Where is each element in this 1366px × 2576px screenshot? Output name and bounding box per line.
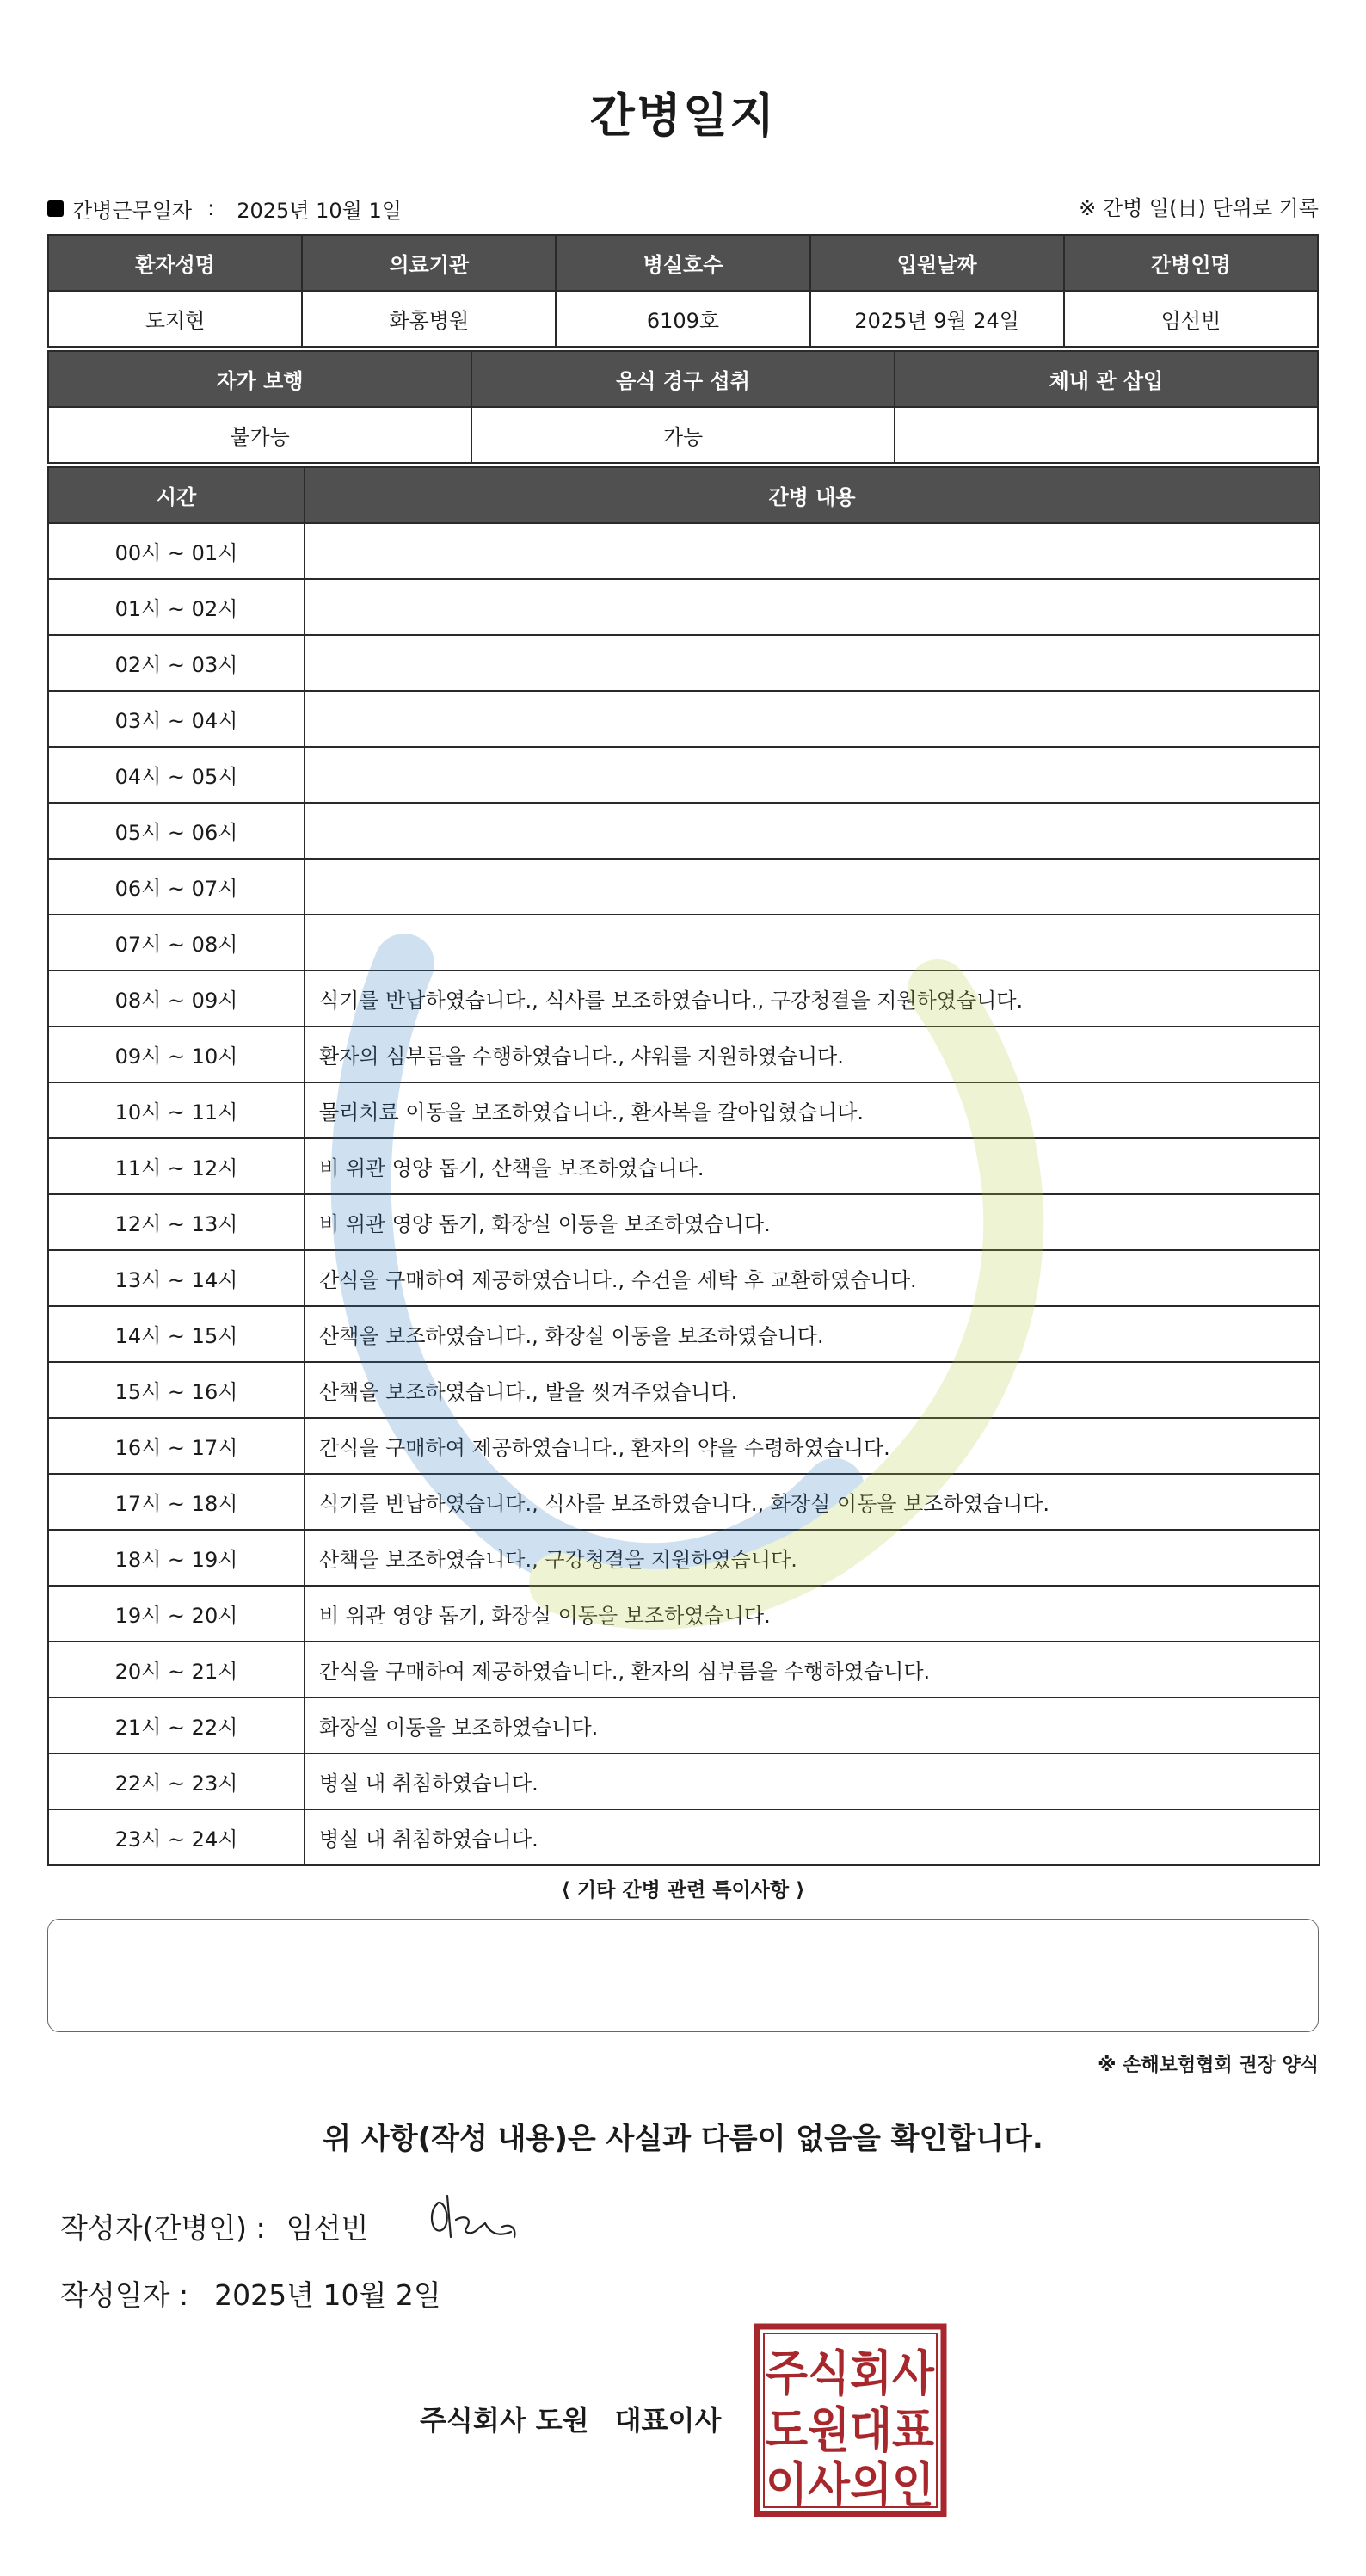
care-log-content: 산책을 보조하였습니다., 화장실 이동을 보조하였습니다. xyxy=(305,1306,1320,1362)
care-log-time: 14시 ~ 15시 xyxy=(48,1306,305,1362)
care-log-row xyxy=(48,971,1320,1026)
care-log-content: 산책을 보조하였습니다., 구강청결을 지원하였습니다. xyxy=(305,1530,1320,1586)
self-walking-header: 자가 보행 xyxy=(48,351,471,407)
work-date-separator: : xyxy=(207,196,215,220)
care-log-time: 10시 ~ 11시 xyxy=(48,1082,305,1138)
care-log-row xyxy=(48,1586,1320,1642)
care-log-time: 01시 ~ 02시 xyxy=(48,579,305,635)
patient-status-table xyxy=(47,350,1319,464)
care-log-row xyxy=(48,747,1320,803)
care-log-time: 20시 ~ 21시 xyxy=(48,1642,305,1698)
care-log-content: 간식을 구매하여 제공하였습니다., 환자의 약을 수령하였습니다. xyxy=(305,1418,1320,1474)
company-seal-stamp xyxy=(754,2323,947,2517)
self-walking-value: 불가능 xyxy=(48,407,471,463)
care-content-header: 간병 내용 xyxy=(305,467,1320,523)
care-log-time: 05시 ~ 06시 xyxy=(48,803,305,859)
care-log-time: 18시 ~ 19시 xyxy=(48,1530,305,1586)
written-date-row xyxy=(60,2271,441,2314)
care-log-content xyxy=(305,803,1320,859)
caregiver-name-value: 임선빈 xyxy=(1064,291,1318,347)
care-log-table xyxy=(47,466,1320,1866)
care-log-content xyxy=(305,579,1320,635)
care-log-row xyxy=(48,1026,1320,1082)
care-log-content: 비 위관 영양 돕기, 산책을 보조하였습니다. xyxy=(305,1138,1320,1194)
care-log-row xyxy=(48,1530,1320,1586)
care-log-row xyxy=(48,1698,1320,1753)
care-log-row xyxy=(48,1753,1320,1809)
care-log-time: 22시 ~ 23시 xyxy=(48,1753,305,1809)
work-date-label: 간병근무일자 xyxy=(72,198,193,223)
care-log-time: 00시 ~ 01시 xyxy=(48,523,305,579)
care-log-content: 화장실 이동을 보조하였습니다. xyxy=(305,1698,1320,1753)
care-log-row xyxy=(48,1362,1320,1418)
care-log-time: 07시 ~ 08시 xyxy=(48,915,305,971)
care-log-row xyxy=(48,1138,1320,1194)
tube-insertion-value xyxy=(895,407,1318,463)
care-log-time: 06시 ~ 07시 xyxy=(48,859,305,915)
square-bullet-icon xyxy=(47,200,64,217)
care-log-row xyxy=(48,859,1320,915)
written-date-value: 2025년 10월 2일 xyxy=(214,2277,441,2312)
care-log-body xyxy=(48,523,1320,1865)
patient-info-table xyxy=(47,234,1319,348)
form-source-note: ※ 손해보험협회 권장 양식 xyxy=(1098,2055,1319,2076)
care-log-content xyxy=(305,691,1320,747)
hospital-header: 의료기관 xyxy=(302,235,556,291)
written-date-label: 작성일자 : xyxy=(60,2277,189,2312)
svg-text:주식회사: 주식회사 xyxy=(766,2346,935,2402)
hospital-value: 화홍병원 xyxy=(302,291,556,347)
care-log-time: 02시 ~ 03시 xyxy=(48,635,305,691)
status-value-row xyxy=(48,407,1318,463)
care-log-content: 식기를 반납하였습니다., 식사를 보조하였습니다., 화장실 이동을 보조하였습니다. xyxy=(305,1474,1320,1530)
writer-row xyxy=(60,2204,368,2247)
work-date-row xyxy=(47,191,1319,225)
care-log-row xyxy=(48,635,1320,691)
care-log-row xyxy=(48,1250,1320,1306)
patient-name-value: 도지현 xyxy=(48,291,302,347)
care-log-content xyxy=(305,747,1320,803)
oral-intake-header: 음식 경구 섭취 xyxy=(471,351,895,407)
care-log-row xyxy=(48,1642,1320,1698)
care-log-time: 09시 ~ 10시 xyxy=(48,1026,305,1082)
care-log-time: 16시 ~ 17시 xyxy=(48,1418,305,1474)
care-log-content: 병실 내 취침하였습니다. xyxy=(305,1809,1320,1865)
care-log-content: 비 위관 영양 돕기, 화장실 이동을 보조하였습니다. xyxy=(305,1586,1320,1642)
care-log-content: 병실 내 취침하였습니다. xyxy=(305,1753,1320,1809)
work-date-group xyxy=(47,191,402,225)
care-log-row xyxy=(48,1418,1320,1474)
company-signoff xyxy=(420,2399,721,2438)
care-log-time: 19시 ~ 20시 xyxy=(48,1586,305,1642)
room-number-header: 병실호수 xyxy=(556,235,809,291)
tube-insertion-header: 체내 관 삽입 xyxy=(895,351,1318,407)
care-log-row xyxy=(48,1306,1320,1362)
patient-info-header-row xyxy=(48,235,1318,291)
care-log-row xyxy=(48,1474,1320,1530)
care-log-time: 04시 ~ 05시 xyxy=(48,747,305,803)
confirmation-statement: 위 사항(작성 내용)은 사실과 다름이 없음을 확인합니다. xyxy=(323,2122,1043,2156)
care-log-content: 간식을 구매하여 제공하였습니다., 환자의 심부름을 수행하였습니다. xyxy=(305,1642,1320,1698)
patient-name-header: 환자성명 xyxy=(48,235,302,291)
admission-date-header: 입원날짜 xyxy=(810,235,1064,291)
care-log-row xyxy=(48,915,1320,971)
care-log-content: 식기를 반납하였습니다., 식사를 보조하였습니다., 구강청결을 지원하였습니다. xyxy=(305,971,1320,1026)
care-log-content xyxy=(305,859,1320,915)
care-log-content: 물리치료 이동을 보조하였습니다., 환자복을 갈아입혔습니다. xyxy=(305,1082,1320,1138)
time-header: 시간 xyxy=(48,467,305,523)
caregiver-name-header: 간병인명 xyxy=(1064,235,1318,291)
care-log-content xyxy=(305,635,1320,691)
care-log-content: 비 위관 영양 돕기, 화장실 이동을 보조하였습니다. xyxy=(305,1194,1320,1250)
care-log-content: 간식을 구매하여 제공하였습니다., 수건을 세탁 후 교환하였습니다. xyxy=(305,1250,1320,1306)
care-log-row xyxy=(48,579,1320,635)
patient-info-value-row xyxy=(48,291,1318,347)
work-date-value: 2025년 10월 1일 xyxy=(237,198,402,223)
admission-date-value: 2025년 9월 24일 xyxy=(810,291,1064,347)
handwritten-signature xyxy=(421,2185,525,2254)
company-name: 주식회사 도원 xyxy=(420,2404,589,2437)
writer-name: 임선빈 xyxy=(286,2210,369,2245)
care-log-row xyxy=(48,523,1320,579)
care-log-row xyxy=(48,1082,1320,1138)
care-log-header-row xyxy=(48,467,1320,523)
oral-intake-value: 가능 xyxy=(471,407,895,463)
care-log-content xyxy=(305,523,1320,579)
page-title: 간병일지 xyxy=(589,89,777,143)
care-log-time: 08시 ~ 09시 xyxy=(48,971,305,1026)
care-log-content: 환자의 심부름을 수행하였습니다., 샤워를 지원하였습니다. xyxy=(305,1026,1320,1082)
svg-text:도원대표: 도원대표 xyxy=(766,2403,934,2459)
care-log-row xyxy=(48,1194,1320,1250)
care-log-time: 21시 ~ 22시 xyxy=(48,1698,305,1753)
care-log-time: 13시 ~ 14시 xyxy=(48,1250,305,1306)
care-log-time: 23시 ~ 24시 xyxy=(48,1809,305,1865)
care-log-row xyxy=(48,803,1320,859)
company-representative: 대표이사 xyxy=(614,2404,722,2437)
care-log-time: 17시 ~ 18시 xyxy=(48,1474,305,1530)
special-notes-box xyxy=(47,1919,1319,2032)
writer-label: 작성자(간병인) : xyxy=(60,2210,266,2245)
status-header-row xyxy=(48,351,1318,407)
daily-record-note: ※ 간병 일(日) 단위로 기록 xyxy=(1079,196,1319,220)
care-log-row xyxy=(48,691,1320,747)
room-number-value: 6109호 xyxy=(556,291,809,347)
svg-text:이사의인: 이사의인 xyxy=(766,2458,934,2514)
care-log-time: 11시 ~ 12시 xyxy=(48,1138,305,1194)
care-log-content: 산책을 보조하였습니다., 발을 씻겨주었습니다. xyxy=(305,1362,1320,1418)
care-log-time: 15시 ~ 16시 xyxy=(48,1362,305,1418)
special-notes-title: ⟨ 기타 간병 관련 특이사항 ⟩ xyxy=(561,1879,805,1901)
care-log-row xyxy=(48,1809,1320,1865)
care-log-content xyxy=(305,915,1320,971)
care-log-time: 03시 ~ 04시 xyxy=(48,691,305,747)
care-log-time: 12시 ~ 13시 xyxy=(48,1194,305,1250)
